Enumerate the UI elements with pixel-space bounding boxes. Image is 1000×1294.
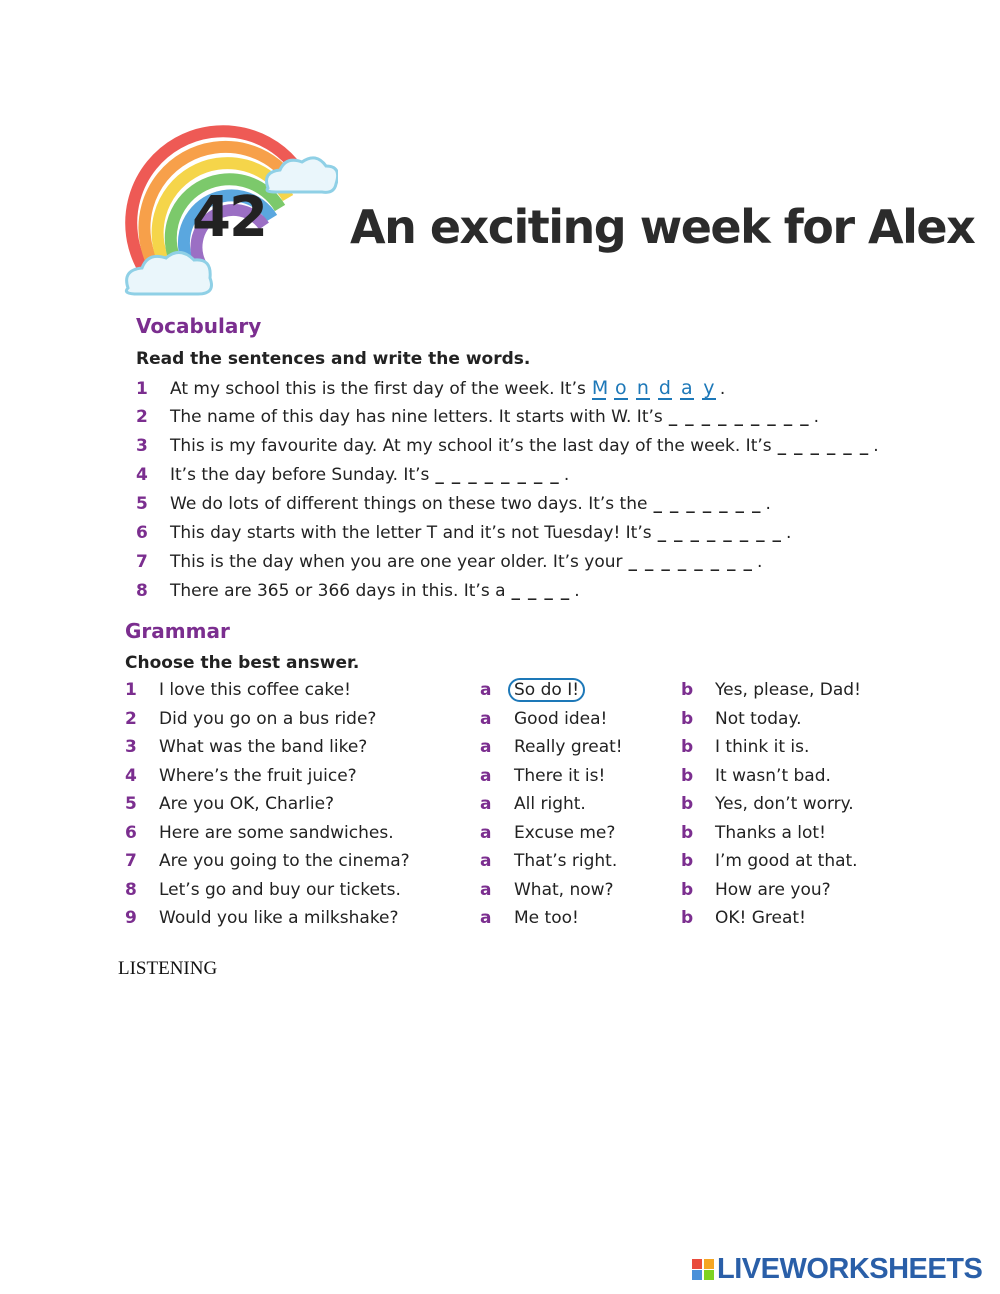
selected-answer[interactable]: So do I!: [508, 678, 585, 702]
item-number: 6: [136, 523, 148, 543]
vocab-item-6: [136, 523, 791, 549]
item-number: 8: [136, 581, 148, 601]
item-text: This day starts with the letter T and it’s not Tuesday! It’s: [170, 523, 652, 543]
logo-icon: [692, 1259, 714, 1281]
answer-letter: M: [591, 377, 609, 399]
item-number: 5: [125, 794, 137, 814]
grammar-item-8: [125, 880, 885, 906]
option-a[interactable]: What, now?: [514, 880, 614, 900]
item-text: This is my favourite day. At my school it’s the last day of the week. It’s: [170, 436, 772, 456]
item-number: 2: [125, 709, 137, 729]
question-text: Let’s go and buy our tickets.: [159, 880, 401, 900]
grammar-item-2: [125, 709, 885, 735]
vocab-item-1: [136, 378, 725, 404]
item-number: 2: [136, 407, 148, 427]
answer-blank[interactable]: _ _ _ _ _ _ _: [653, 494, 762, 514]
item-number: 5: [136, 494, 148, 514]
answer-blank[interactable]: _ _ _ _ _ _ _ _: [435, 465, 560, 485]
option-a[interactable]: [514, 680, 585, 700]
grammar-item-5: [125, 794, 885, 820]
grammar-item-9: [125, 908, 885, 934]
item-text: The name of this day has nine letters. It starts with W. It’s: [170, 407, 663, 427]
option-a-letter: a: [480, 709, 492, 729]
option-b[interactable]: Yes, don’t worry.: [715, 794, 854, 814]
option-b-letter: b: [681, 851, 694, 871]
answer-blank[interactable]: _ _ _ _: [511, 581, 571, 601]
option-a[interactable]: That’s right.: [514, 851, 618, 871]
logo-square: [692, 1270, 702, 1280]
item-end: .: [719, 379, 726, 399]
answer-blank[interactable]: _ _ _ _ _ _ _ _: [657, 523, 783, 543]
vocabulary-instruction: Read the sentences and write the words.: [136, 349, 531, 369]
option-b-letter: b: [681, 680, 694, 700]
option-a[interactable]: There it is!: [514, 766, 606, 786]
item-text: There are 365 or 366 days in this. It’s a: [170, 581, 506, 601]
grammar-item-3: [125, 737, 885, 763]
option-a-letter: a: [480, 766, 492, 786]
item-number: 6: [125, 823, 137, 843]
answer-blank[interactable]: _ _ _ _ _ _: [777, 436, 870, 456]
answer-letter: y: [703, 377, 715, 399]
vocabulary-heading: Vocabulary: [136, 314, 262, 338]
answer-blank[interactable]: _ _ _ _ _ _ _ _: [628, 552, 753, 572]
liveworksheets-logo: [692, 1253, 982, 1286]
question-text: Would you like a milkshake?: [159, 908, 399, 928]
option-a-letter: a: [480, 737, 492, 757]
answer-letter: a: [681, 377, 693, 399]
page-title: An exciting week for Alex: [350, 200, 975, 254]
option-a[interactable]: Really great!: [514, 737, 623, 757]
option-b-letter: b: [681, 766, 694, 786]
item-number: 9: [125, 908, 137, 928]
vocab-item-5: [136, 494, 771, 520]
grammar-item-7: [125, 851, 885, 877]
option-b-letter: b: [681, 737, 694, 757]
option-b-letter: b: [681, 794, 694, 814]
vocab-item-2: [136, 407, 819, 433]
listening-label: LISTENING: [118, 958, 218, 979]
item-end: .: [813, 407, 820, 427]
option-a-letter: a: [480, 880, 492, 900]
option-b-letter: b: [681, 880, 694, 900]
option-a[interactable]: All right.: [514, 794, 586, 814]
item-end: .: [756, 552, 763, 572]
item-end: .: [563, 465, 570, 485]
option-a-letter: a: [480, 680, 492, 700]
option-b[interactable]: How are you?: [715, 880, 831, 900]
option-a[interactable]: Me too!: [514, 908, 579, 928]
item-end: .: [873, 436, 879, 456]
item-text: We do lots of different things on these two days. It’s the: [170, 494, 648, 514]
question-text: What was the band like?: [159, 737, 368, 757]
grammar-heading: Grammar: [125, 619, 230, 643]
option-b[interactable]: I’m good at that.: [715, 851, 858, 871]
item-number: 3: [136, 436, 148, 456]
item-number: 7: [125, 851, 137, 871]
vocab-item-8: [136, 581, 580, 607]
option-a[interactable]: Excuse me?: [514, 823, 616, 843]
option-b[interactable]: Yes, please, Dad!: [715, 680, 861, 700]
grammar-item-4: [125, 766, 885, 792]
answer-field[interactable]: [592, 378, 716, 400]
answer-letter: n: [636, 377, 649, 399]
question-text: Are you going to the cinema?: [159, 851, 410, 871]
option-a-letter: a: [480, 794, 492, 814]
vocab-item-7: [136, 552, 762, 578]
option-a-letter: a: [480, 908, 492, 928]
grammar-item-1: [125, 680, 885, 706]
option-b[interactable]: It wasn’t bad.: [715, 766, 831, 786]
question-text: Where’s the fruit juice?: [159, 766, 357, 786]
option-b-letter: b: [681, 823, 694, 843]
grammar-instruction: Choose the best answer.: [125, 653, 360, 673]
question-text: Here are some sandwiches.: [159, 823, 394, 843]
option-a-letter: a: [480, 851, 492, 871]
item-end: .: [765, 494, 771, 514]
item-number: 7: [136, 552, 148, 572]
logo-square: [692, 1259, 702, 1269]
option-a-letter: a: [480, 823, 492, 843]
option-b-letter: b: [681, 908, 694, 928]
item-text: This is the day when you are one year older. It’s your: [170, 552, 623, 572]
option-b[interactable]: I think it is.: [715, 737, 810, 757]
option-b[interactable]: Not today.: [715, 709, 802, 729]
item-end: .: [786, 523, 792, 543]
option-b[interactable]: Thanks a lot!: [715, 823, 826, 843]
item-text: It’s the day before Sunday. It’s: [170, 465, 430, 485]
question-text: I love this coffee cake!: [159, 680, 351, 700]
item-number: 3: [125, 737, 137, 757]
option-a[interactable]: Good idea!: [514, 709, 608, 729]
unit-number: 42: [192, 185, 266, 250]
logo-square: [704, 1270, 714, 1280]
item-number: 1: [136, 379, 148, 399]
vocab-item-4: [136, 465, 569, 491]
item-text: At my school this is the first day of the week. It’s: [170, 379, 586, 399]
item-end: .: [574, 581, 580, 601]
answer-letter: o: [615, 377, 627, 399]
brand-name: LIVEWORKSHEETS: [717, 1253, 983, 1285]
answer-blank[interactable]: _ _ _ _ _ _ _ _ _: [668, 407, 810, 427]
option-b[interactable]: OK! Great!: [715, 908, 806, 928]
item-number: 4: [136, 465, 148, 485]
vocab-item-3: [136, 436, 879, 462]
question-text: Did you go on a bus ride?: [159, 709, 377, 729]
item-number: 1: [125, 680, 137, 700]
option-b-letter: b: [681, 709, 694, 729]
logo-square: [704, 1259, 714, 1269]
grammar-item-6: [125, 823, 885, 849]
question-text: Are you OK, Charlie?: [159, 794, 335, 814]
item-number: 8: [125, 880, 137, 900]
item-number: 4: [125, 766, 137, 786]
answer-letter: d: [658, 377, 671, 399]
